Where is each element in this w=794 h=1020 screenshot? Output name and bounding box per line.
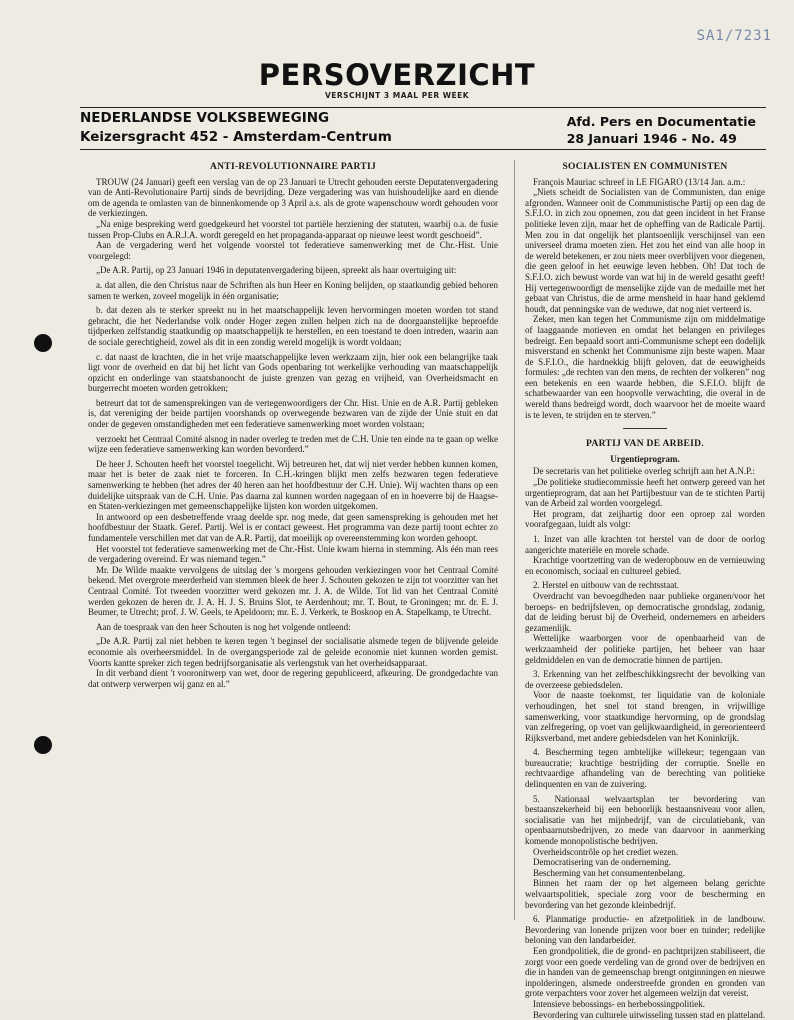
masthead-rule [80, 107, 766, 108]
paragraph: Binnen het raam der op het algemeen belang gerichte welvaartspolitiek, speciale zorg voor de bescherming en bevordering van het gezonde kleinbedrijf. [525, 878, 765, 910]
paragraph: Het program, dat zeijhartig door een oproep zal worden voorafgegaan, luidt als volgt: [525, 508, 765, 530]
paragraph: 1. Inzet van alle krachten tot herstel van de door de oorlog aangerichte materiële en morele schade. [525, 534, 765, 555]
paragraph: 2. Herstel en uitbouw van de rechtsstaat. [533, 580, 679, 591]
organisation-name: NEDERLANDSE VOLKSBEWEGING [80, 110, 330, 126]
organisation-block [80, 109, 392, 147]
paragraph: Bescherming van het consumentenbelang. [533, 867, 685, 878]
paragraph: 6. Planmatige productie- en afzetpolitiek in de landbouw. Bevordering van lonende prijzen voor boer en tuinder; redelijke beloning van den landarbeider. [525, 914, 765, 946]
paragraph: b. dat dezen als te sterker spreekt nu in het maatschappelijk leven hervormingen moeten worden tot stand gebracht, die het Nederlandse volk onder Hoger zegen zullen helpen zich na de doorgaanstelijke beproefde tijdperken zelfstandig staatkundig op maatschappelijk te herstellen, en een toestand te doen intreden, waarin aan de sociale gerechtigheid, zowel als dit in een zondig wereld mogelijk is wordt voldaan; [88, 305, 498, 347]
paragraph: De heer J. Schouten heeft het voorstel toegelicht. Wij betreuren het, dat wij niet verder hebben kunnen komen, maar het is beter de zaak niet te forceren. In C.H.-kringen blijkt men zelfs bezwaren tegen federatieve samenwerking te hebben (het adres der 40 heren aan het hoofdbestuur der C.H. Unie). Wij wachten thans op een duidelijke uitspraak van de C.H. Unie. Pas daarna zal kunnen worden nagegaan of en in hoeverre bij de Haagse- en Staten-verkiezingen met gemeenschappelijke lijsten kon worden uitgekomen. [88, 458, 498, 512]
paragraph: Een grondpolitiek, die de grond- en pachtprijzen stabiliseert, die zorgt voor een goede verdeling van de grond over de bedrijven en die in handen van de gemeenschap brengt ontginningen en nieuwe inpolderingen, alsmede onderstreefde gronden en gronden van grote verpachters voor zover het algemeen welzijn dat vereist. [525, 945, 765, 999]
paragraph: Overheidscontrôle op het crediet wezen. [533, 846, 679, 857]
paragraph: Zeker, men kan tegen het Communisme zijn om middelmatige of laaggaande motieven en omdat het belangen en privileges bedreigt. Een bepaald soort anti-Communisme schept een dodelijk misverstand en schenkt het Communisme zijn beste wapen. Maar de S.F.I.O., die hardnekkig blijft geloven, dat de eeuwigheids formules: „de rechten van den mens, de rechten der volkeren” nog een betekenis en een waarde hebben, die S.F.I.O. blijft de schatbewaarder van een hoopvolle verwachting, die overal in de wereld thans bedreigd wordt, doch waarvoor het de moeite waard is te leven, te strijden en te sterven.” [525, 314, 765, 420]
paragraph: Intensieve bebossings- en herbebossingpolitiek. [533, 998, 705, 1009]
department-block [567, 113, 756, 147]
punch-hole [34, 334, 52, 352]
paragraph: Krachtige voortzetting van de wederopbouw en de vernieuwing en economisch, sociaal en cultureel gebied. [525, 555, 765, 576]
masthead-subtitle: VERSCHIJNT 3 MAAL PER WEEK [324, 91, 470, 100]
paragraph: „De A.R. Partij zal niet hebben te keren tegen 't beginsel der socialisatie alsmede tegen de blijvende geleide economie als overheersmiddel. In de overgangsperiode zal de geleide economie niet kunnen worden gemist. Voorts kantte spreker zich tegen bedrijfsorganisatie als verlengstuk van het overheidsapparaat. [88, 636, 498, 668]
paragraph: Bevordering van culturele uitwisseling tussen stad en platteland. [533, 1009, 765, 1020]
paragraph: 5. Nationaal welvaartsplan ter bevordering van bestaanszekerheid bij een behoorlijk bestaansniveau voor allen, socialisatie van het mijnbedrijf, van de circulatiebank, van openbaarnutsbedrijven, zo mede van daarvoor in aanmerking komende monopolistische bedrijven. [525, 793, 765, 847]
masthead [0, 58, 794, 100]
paragraph: „Niets scheidt de Socialisten van de Communisten, dan enige afgronden. Wanneer ooit de Communistische Partij op een dag de S.F.I.O. in zich zou opnemen, zou dat geen incident in het Franse politieke leven zijn, maar het de opheffing van de Radicale Partij. Men zou in dat ongelijk het plantsoenlijk verschijnsel van een universeel drama moeten zien. Het zou het eind van alle hoop in de wereld betekenen, er zou niets meer overblijven voor diegenen, die geen geloof in het eeuwige leven hebben. Oh! Dat toch de S.F.I.O. zich bewust worde van wat hij in de wereld gesatht geeft! Hij vertegenwoordigt de menselijke zijde van de medaille met het gebaat van Christus, die de arme mensheid in haar hand geklemd houdt, dat penningske van de weduwe, dat nog niet verteerd is. [525, 187, 765, 314]
paragraph: Wettelijke waarborgen voor de openbaarheid van de werkzaamheid der politieke partijen, het beheer van haar geldmiddelen en van de democratie binnen de partijen. [525, 633, 765, 665]
paragraph: „De politieke studiecommissie heeft het ontwerp gereed van het urgentieprogram, dat aan het Partijbestuur van de te stichten Partij van de Arbeid zal worden voorgelegd. [525, 477, 765, 509]
paragraph: 3. Erkenning van het zelfbeschikkingsrecht der bevolking van de overzeese gebiedsdelen. [525, 669, 765, 690]
paragraph: Voor de naaste toekomst, ter liquidatie van de koloniale verhoudingen, het snel tot stand brengen, in vrijwillige samenwerking, voor staatkundige hervorming, op de grondslag van zelfregering, op voet van gelijkwaardigheid, in gereorienteerd Rijksverband, met andere gebiedsdelen van het Koninkrijk. [525, 690, 765, 743]
paragraph: c. dat naast de krachten, die in het vrije maatschappelijke leven werkzaam zijn, hier ook een belangrijke taak ligt voor de overheid en dat bij het licht van Gods openbaring tot werkelijke verhouding van maatschappelijk opzicht en onderlinge van staatsbanoocht de juiste grenzen van gezag en vrijheid, van Overheidsmacht en burgerrecht moeten worden getrokken; [88, 351, 498, 394]
column-divider [514, 160, 515, 920]
paragraph: Het voorstel tot federatieve samenwerking met de Chr.-Hist. Unie kwam hierna in stemming. Als één man rees de vergadering overeind. Er was niemand tegen.” [88, 543, 498, 565]
header-rule [80, 149, 766, 150]
handwritten-annotation: SA1/7231 [696, 28, 772, 44]
section-divider [623, 428, 667, 429]
section-subheading: Urgentieprogram. [610, 453, 680, 464]
paragraph: „Na enige bespreking werd goedgekeurd het voorstel tot partiële herziening der statuten, waarbij o.a. de fusie tussen Prop-Clubs en A.R.J.A. wordt geregeld en het propaganda-apparaat op nieuwe leest wordt geschoeid”. [88, 218, 498, 240]
paragraph: François Mauriac schreef in LE FIGARO (13/14 Jan. a.m.: [533, 176, 746, 187]
paragraph: a. dat allen, die den Christus naar de Schriften als hun Heer en Koning belijden, op staatkundig gebied behoren samen te werken, zoveel mogelijk in één organisatie; [88, 279, 498, 301]
organisation-address: Keizersgracht 452 - Amsterdam-Centrum [80, 129, 392, 145]
right-column [525, 162, 765, 1020]
paragraph: In antwoord op een desbetreffende vraag deelde spr. nog mede, dat geen samenspreking is gehouden met het hoofdbestuur der Staatk. Geref. Partij. Wel is er contact geweest. Het programma van deze partij toont echter zo fundamentele verschillen met dat van de A.R. Partij, dat moeilijk op overeenstemming kon worden gehoopt. [88, 511, 498, 543]
paragraph: Aan de vergadering werd het volgende voorstel tot federatieve samenwerking met de Chr.-Hist. Unie voorgelegd: [88, 240, 498, 261]
paragraph: De secretaris van het politieke overleg schrijft aan het A.N.P.: [533, 466, 755, 477]
paragraph: Democratisering van de onderneming. [533, 857, 671, 868]
department-name: Afd. Pers en Documentatie [566, 114, 756, 129]
section-heading: PARTIJ VAN DE ARBEID. [586, 439, 704, 450]
issue-date-number: 28 Januari 1946 - No. 49 [566, 131, 737, 146]
punch-hole [34, 736, 52, 754]
paragraph: betreurt dat tot de samensprekingen van de vertegenwoordigers der Chr. Hist. Unie en de A.R. Partij gebleken is, dat vereniging der beide partijen voorshands op overwegende bezwaren van de zijde der Unie stuit en dat onder de gegeven omstandigheden met een federatieve samenwerking moet worden volstaan; [88, 397, 498, 430]
paragraph: Aan de toespraak van den heer Schouten is nog het volgende ontleend: [96, 621, 351, 632]
paragraph: TROUW (24 Januari) geeft een verslag van de op 23 Januari te Utrecht gehouden eerste Deputatenvergadering van de Anti-Revolutionaire Partij sinds de bevrijding. Deze vergadering was van huishoudelijke aard en diende om de agenda te omlasten van de binnenkomende op 3 April a.s. als de grote wapenschouw wordt gehouden voor de verkiezingen. [88, 176, 498, 219]
section-heading: SOCIALISTEN EN COMMUNISTEN [562, 162, 728, 172]
section-heading: ANTI-REVOLUTIONNAIRE PARTIJ [209, 162, 376, 172]
masthead-title: PERSOVERZICHT [258, 58, 536, 92]
paragraph: 4. Bescherming tegen ambtelijke willekeur; tegengaan van bureaucratie; krachtige bestrijding der corruptie. Snelle en rechtvaardige afhandeling van de berechting van politieke delinquenten en van de zuivering. [525, 747, 765, 790]
paragraph: verzoekt het Centraal Comité alsnog in nader overleg te treden met de C.H. Unie ten einde na te gaan op welke wijze een federatieve samenwerking kan worden bevorderd.” [88, 433, 498, 455]
paragraph: Mr. De Wilde maakte vervolgens de uitslag der 's morgens gehouden verkiezingen voor het Centraal Comité bekend. Met overgrote meerderheid van stemmen bleek de heer J. Schouten gekozen te zijn tot voorzitter van het Centraal Comité. Tot tweeden voorzitter werd gekozen mr. J. A. de Wilde. Tot lid van het Centraal Comité werden gekozen de heren dr. J. A. H. J. S. Bruins Slot, te Aerdenhout; mr. T. Bout, te Groningen; mr. dr. E. J. Beumer, te Utrecht; prof. J. W. Geels, te Apeldoorn; mr. E. J. Verkerk, te Boskoop en A. Stapelkamp, te Utrecht. [88, 564, 498, 618]
left-column [88, 162, 498, 689]
paragraph: Overdracht van bevoegdheden naar publieke organen/voor het beroeps- en bedrijfsleven, op democratische grondslag, zodanig, dat de leiding berust bij de Overheid, ondernemers en arbeiders gezamenlijk. [525, 590, 765, 633]
paragraph: „De A.R. Partij, op 23 Januari 1946 in deputatenvergadering bijeen, spreekt als haar overtuiging uit: [96, 265, 457, 276]
paragraph: In dit verband dient 't vooronitwerp van wet, door de regering gepubliceerd, afkeuring. De grondgedachte van dat ontwerp verwerpen wij ganz en al.” [88, 668, 498, 689]
